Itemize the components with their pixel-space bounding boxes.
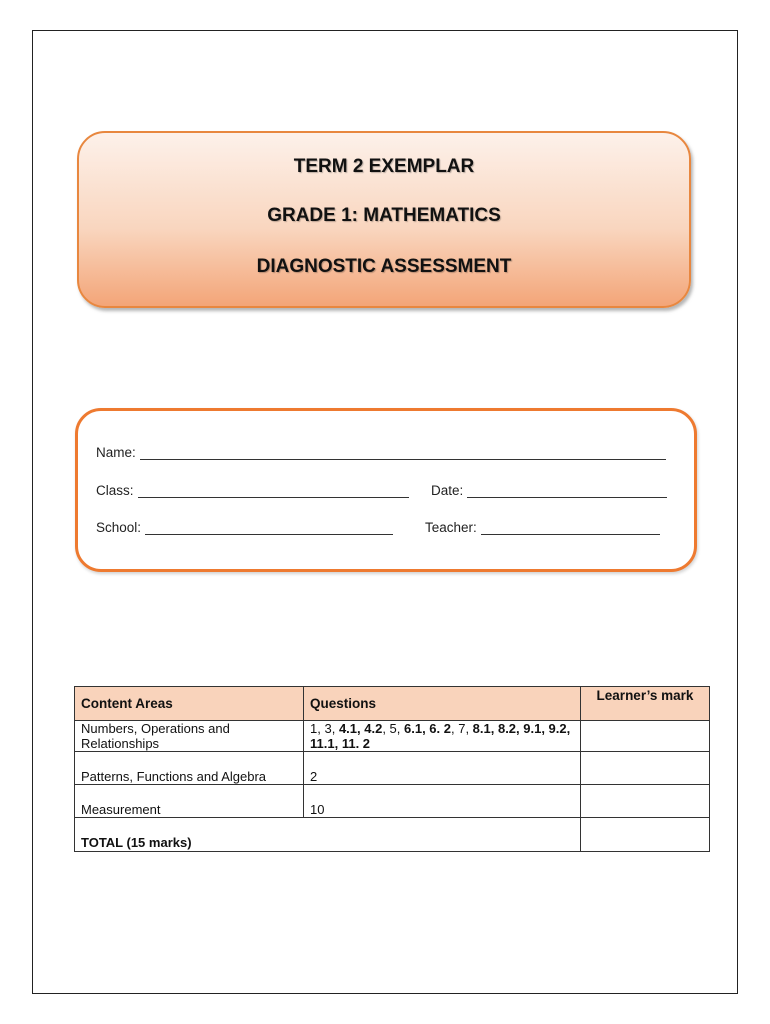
name-blank-line[interactable] <box>140 447 666 460</box>
teacher-field <box>425 520 660 535</box>
name-label: Name: <box>96 445 136 460</box>
marks-table <box>74 686 710 852</box>
total-mark-cell[interactable] <box>580 818 709 852</box>
class-label: Class: <box>96 483 134 498</box>
school-label: School: <box>96 520 142 535</box>
school-field <box>96 520 393 535</box>
school-blank-line[interactable] <box>145 522 393 535</box>
title-term: TERM 2 EXEMPLAR <box>293 156 475 177</box>
date-label: Date: <box>431 483 464 498</box>
date-blank-line[interactable] <box>467 485 667 498</box>
name-field <box>96 445 666 460</box>
table-row <box>75 721 710 752</box>
teacher-blank-line[interactable] <box>481 522 660 535</box>
question-segment: 1, 3, <box>310 721 339 736</box>
questions-cell: 10 <box>304 785 581 818</box>
title-assessment-type: DIAGNOSTIC ASSESSMENT <box>256 256 512 277</box>
content-area-cell: Patterns, Functions and Algebra <box>75 752 304 785</box>
header-content-areas: Content Areas <box>75 687 304 721</box>
learner-mark-cell[interactable] <box>580 721 709 752</box>
question-segment: , 5, <box>382 721 404 736</box>
title-grade-subject: GRADE 1: MATHEMATICS <box>267 205 501 226</box>
table-row <box>75 785 710 818</box>
table-header-row <box>75 687 710 721</box>
learner-info-box <box>75 408 697 572</box>
questions-cell: 2 <box>304 752 581 785</box>
date-field <box>431 483 667 498</box>
class-field <box>96 483 409 498</box>
class-blank-line[interactable] <box>138 485 409 498</box>
content-area-cell: Measurement <box>75 785 304 818</box>
question-segment: 4.1, 4.2 <box>338 721 383 736</box>
question-segment: 6.1, 6. 2 <box>404 721 451 736</box>
learner-mark-cell[interactable] <box>580 752 709 785</box>
table-total-row <box>75 818 710 852</box>
content-area-cell: Numbers, Operations and Relationships <box>75 721 304 752</box>
header-questions: Questions <box>304 687 581 721</box>
teacher-label: Teacher: <box>425 520 477 535</box>
questions-cell <box>304 721 581 752</box>
question-segment: , 7, <box>450 721 473 736</box>
learner-mark-cell[interactable] <box>580 785 709 818</box>
header-learners-mark: Learner’s mark <box>580 687 709 721</box>
question-segment: 8.1, 8.2, 9.1, 9.2, 11.1, 11. 2 <box>310 721 571 751</box>
table-row <box>75 752 710 785</box>
title-box <box>77 131 691 308</box>
total-label: TOTAL (15 marks) <box>75 818 581 852</box>
